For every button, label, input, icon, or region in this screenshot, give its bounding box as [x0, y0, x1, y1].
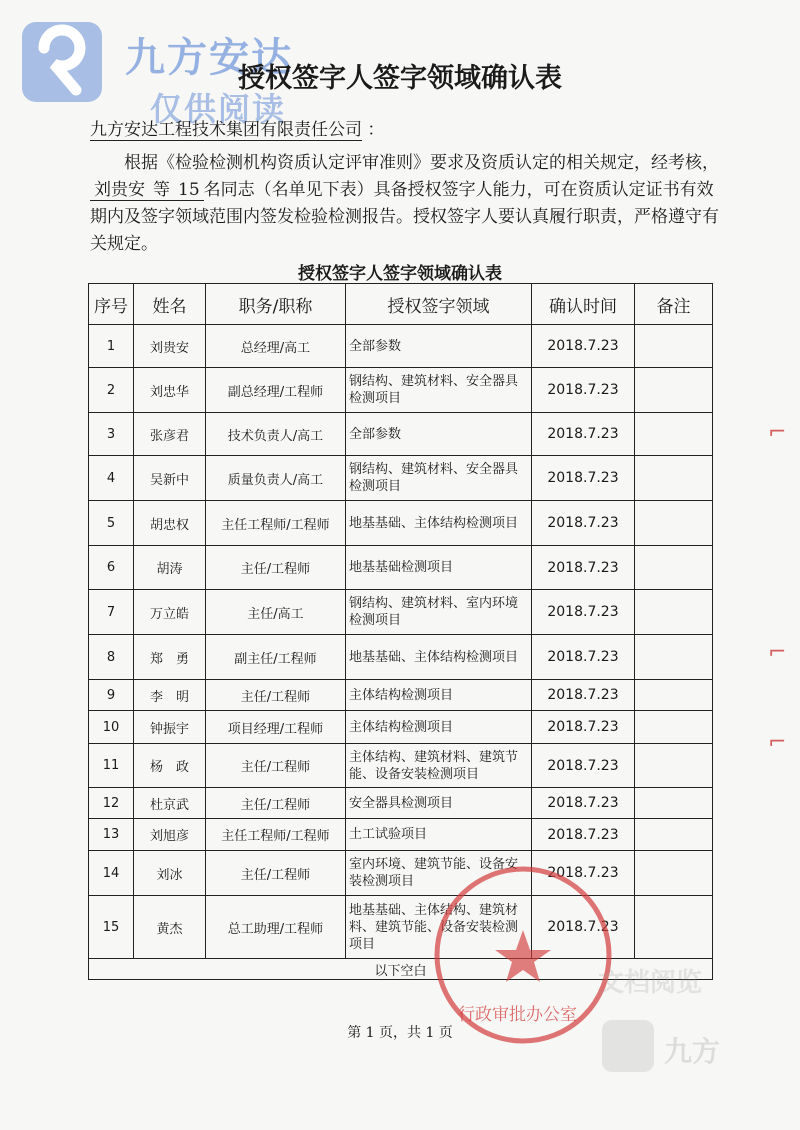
cell-scope: 钢结构、建筑材料、安全器具检测项目 — [346, 368, 532, 413]
cell-no: 15 — [89, 896, 134, 959]
cell-no: 9 — [89, 680, 134, 711]
cell-name: 钟振宇 — [134, 711, 206, 744]
cell-name: 杨 政 — [134, 744, 206, 788]
cell-name: 张彦君 — [134, 413, 206, 456]
table-row — [89, 501, 713, 546]
cell-note — [635, 635, 713, 680]
cell-no: 13 — [89, 819, 134, 851]
table-row — [89, 851, 713, 896]
cell-note — [635, 546, 713, 590]
cell-note — [635, 711, 713, 744]
cell-name: 刘忠华 — [134, 368, 206, 413]
cell-title: 总工助理/工程师 — [206, 896, 346, 959]
cell-scope: 全部参数 — [346, 325, 532, 368]
cell-title: 项目经理/工程师 — [206, 711, 346, 744]
addressee-suffix: ： — [367, 120, 385, 140]
addressee — [90, 115, 384, 140]
side-stamp-mark: ⌐ — [768, 420, 787, 445]
table-row — [89, 546, 713, 590]
para-rest: 名同志（名单见下表）具备授权签字人能力，可在资质认定证书有效期内及签字领域范围内签发检验检测报告。授权签字人要认真履行职责，严格遵守有关规定。 — [90, 180, 719, 254]
cell-note — [635, 788, 713, 819]
cell-no: 8 — [89, 635, 134, 680]
cell-title: 副主任/工程师 — [206, 635, 346, 680]
cell-no: 1 — [89, 325, 134, 368]
cell-scope: 地基基础检测项目 — [346, 546, 532, 590]
cell-name: 刘冰 — [134, 851, 206, 896]
para-intro: 根据《检验检测机构资质认定评审准则》要求及资质认定的相关规定，经考核， — [124, 153, 719, 173]
cell-name: 胡涛 — [134, 546, 206, 590]
cell-date: 2018.7.23 — [532, 819, 635, 851]
cell-note — [635, 413, 713, 456]
cell-name: 胡忠权 — [134, 501, 206, 546]
cell-no: 14 — [89, 851, 134, 896]
table-row — [89, 819, 713, 851]
cell-no: 6 — [89, 546, 134, 590]
cell-note — [635, 819, 713, 851]
cell-date: 2018.7.23 — [532, 896, 635, 959]
col-header-title: 职务/职称 — [206, 284, 346, 325]
col-header-no: 序号 — [89, 284, 134, 325]
cell-no: 4 — [89, 456, 134, 501]
cell-date: 2018.7.23 — [532, 456, 635, 501]
cell-title: 主任/工程师 — [206, 851, 346, 896]
cell-note — [635, 368, 713, 413]
table-row — [89, 456, 713, 501]
cell-scope: 主体结构、建筑材料、建筑节能、设备安装检测项目 — [346, 744, 532, 788]
cell-date: 2018.7.23 — [532, 635, 635, 680]
cell-title: 总经理/高工 — [206, 325, 346, 368]
cell-name: 吴新中 — [134, 456, 206, 501]
cell-title: 技术负责人/高工 — [206, 413, 346, 456]
side-stamp-mark: ⌐ — [768, 730, 787, 755]
table-row — [89, 744, 713, 788]
table-row — [89, 413, 713, 456]
cell-note — [635, 501, 713, 546]
cell-date: 2018.7.23 — [532, 788, 635, 819]
page-title: 授权签字人签字领域确认表 — [238, 63, 562, 94]
table-header-row — [89, 284, 713, 325]
cell-title: 主任/工程师 — [206, 546, 346, 590]
watermark-bottom-text: 文档阅览 — [598, 968, 703, 998]
cell-date: 2018.7.23 — [532, 680, 635, 711]
col-header-note: 备注 — [635, 284, 713, 325]
cell-name: 杜京武 — [134, 788, 206, 819]
cell-name: 万立皓 — [134, 590, 206, 635]
cell-scope: 地基基础、主体结构检测项目 — [346, 635, 532, 680]
table-row — [89, 590, 713, 635]
side-stamp-mark: ⌐ — [768, 640, 787, 665]
cell-title: 主任工程师/工程师 — [206, 501, 346, 546]
cell-date: 2018.7.23 — [532, 325, 635, 368]
cell-note — [635, 744, 713, 788]
cell-scope: 地基基础、主体结构、建筑材料、建筑节能、设备安装检测项目 — [346, 896, 532, 959]
cell-date: 2018.7.23 — [532, 546, 635, 590]
cell-title: 主任/工程师 — [206, 788, 346, 819]
table-row — [89, 635, 713, 680]
cell-scope: 钢结构、建筑材料、室内环境检测项目 — [346, 590, 532, 635]
table-footer-note: 以下空白 — [89, 959, 713, 980]
cell-note — [635, 896, 713, 959]
table-row — [89, 325, 713, 368]
cell-name: 刘贵安 — [134, 325, 206, 368]
cell-date: 2018.7.23 — [532, 851, 635, 896]
cell-name: 黄杰 — [134, 896, 206, 959]
para-deng: 等 — [149, 180, 174, 201]
cell-note — [635, 851, 713, 896]
cell-scope: 安全器具检测项目 — [346, 788, 532, 819]
cell-scope: 室内环境、建筑节能、设备安装检测项目 — [346, 851, 532, 896]
cell-note — [635, 325, 713, 368]
table-row — [89, 788, 713, 819]
cell-scope: 主体结构检测项目 — [346, 711, 532, 744]
table-row — [89, 896, 713, 959]
table-row — [89, 680, 713, 711]
cell-date: 2018.7.23 — [532, 413, 635, 456]
cell-scope: 主体结构检测项目 — [346, 680, 532, 711]
cell-title: 质量负责人/高工 — [206, 456, 346, 501]
cell-date: 2018.7.23 — [532, 744, 635, 788]
body-paragraph — [90, 150, 730, 258]
cell-name: 刘旭彦 — [134, 819, 206, 851]
cell-date: 2018.7.23 — [532, 590, 635, 635]
col-header-name: 姓名 — [134, 284, 206, 325]
table-title: 授权签字人签字领域确认表 — [298, 264, 502, 284]
person-name: 刘贵安 — [90, 180, 149, 201]
cell-name: 郑 勇 — [134, 635, 206, 680]
addressee-company: 九方安达工程技术集团有限责任公司 — [90, 120, 362, 140]
cell-date: 2018.7.23 — [532, 368, 635, 413]
cell-note — [635, 680, 713, 711]
cell-scope: 钢结构、建筑材料、安全器具检测项目 — [346, 456, 532, 501]
page-number: 第 1 页，共 1 页 — [347, 1025, 453, 1041]
col-header-date: 确认时间 — [532, 284, 635, 325]
cell-no: 5 — [89, 501, 134, 546]
watermark-brand: 九方安达 — [125, 35, 293, 81]
person-count: 15 — [174, 180, 204, 201]
cell-title: 主任/高工 — [206, 590, 346, 635]
table-row — [89, 711, 713, 744]
cell-no: 3 — [89, 413, 134, 456]
cell-date: 2018.7.23 — [532, 711, 635, 744]
cell-date: 2018.7.23 — [532, 501, 635, 546]
watermark-bottom-brand: 九方 — [664, 1035, 721, 1068]
cell-no: 11 — [89, 744, 134, 788]
cell-no: 10 — [89, 711, 134, 744]
cell-name: 李 明 — [134, 680, 206, 711]
cell-title: 主任/工程师 — [206, 680, 346, 711]
seal-text: 行政审批办公室 — [458, 1005, 577, 1025]
cell-no: 2 — [89, 368, 134, 413]
cell-title: 主任/工程师 — [206, 744, 346, 788]
cell-no: 7 — [89, 590, 134, 635]
table-row — [89, 368, 713, 413]
cell-no: 12 — [89, 788, 134, 819]
cell-note — [635, 456, 713, 501]
col-header-scope: 授权签字领域 — [346, 284, 532, 325]
cell-scope: 地基基础、主体结构检测项目 — [346, 501, 532, 546]
signatory-table — [88, 283, 713, 980]
cell-title: 副总经理/工程师 — [206, 368, 346, 413]
watermark-note: 仅供阅读 — [150, 90, 287, 128]
cell-scope: 全部参数 — [346, 413, 532, 456]
cell-title: 主任工程师/工程师 — [206, 819, 346, 851]
cell-note — [635, 590, 713, 635]
cell-scope: 土工试验项目 — [346, 819, 532, 851]
